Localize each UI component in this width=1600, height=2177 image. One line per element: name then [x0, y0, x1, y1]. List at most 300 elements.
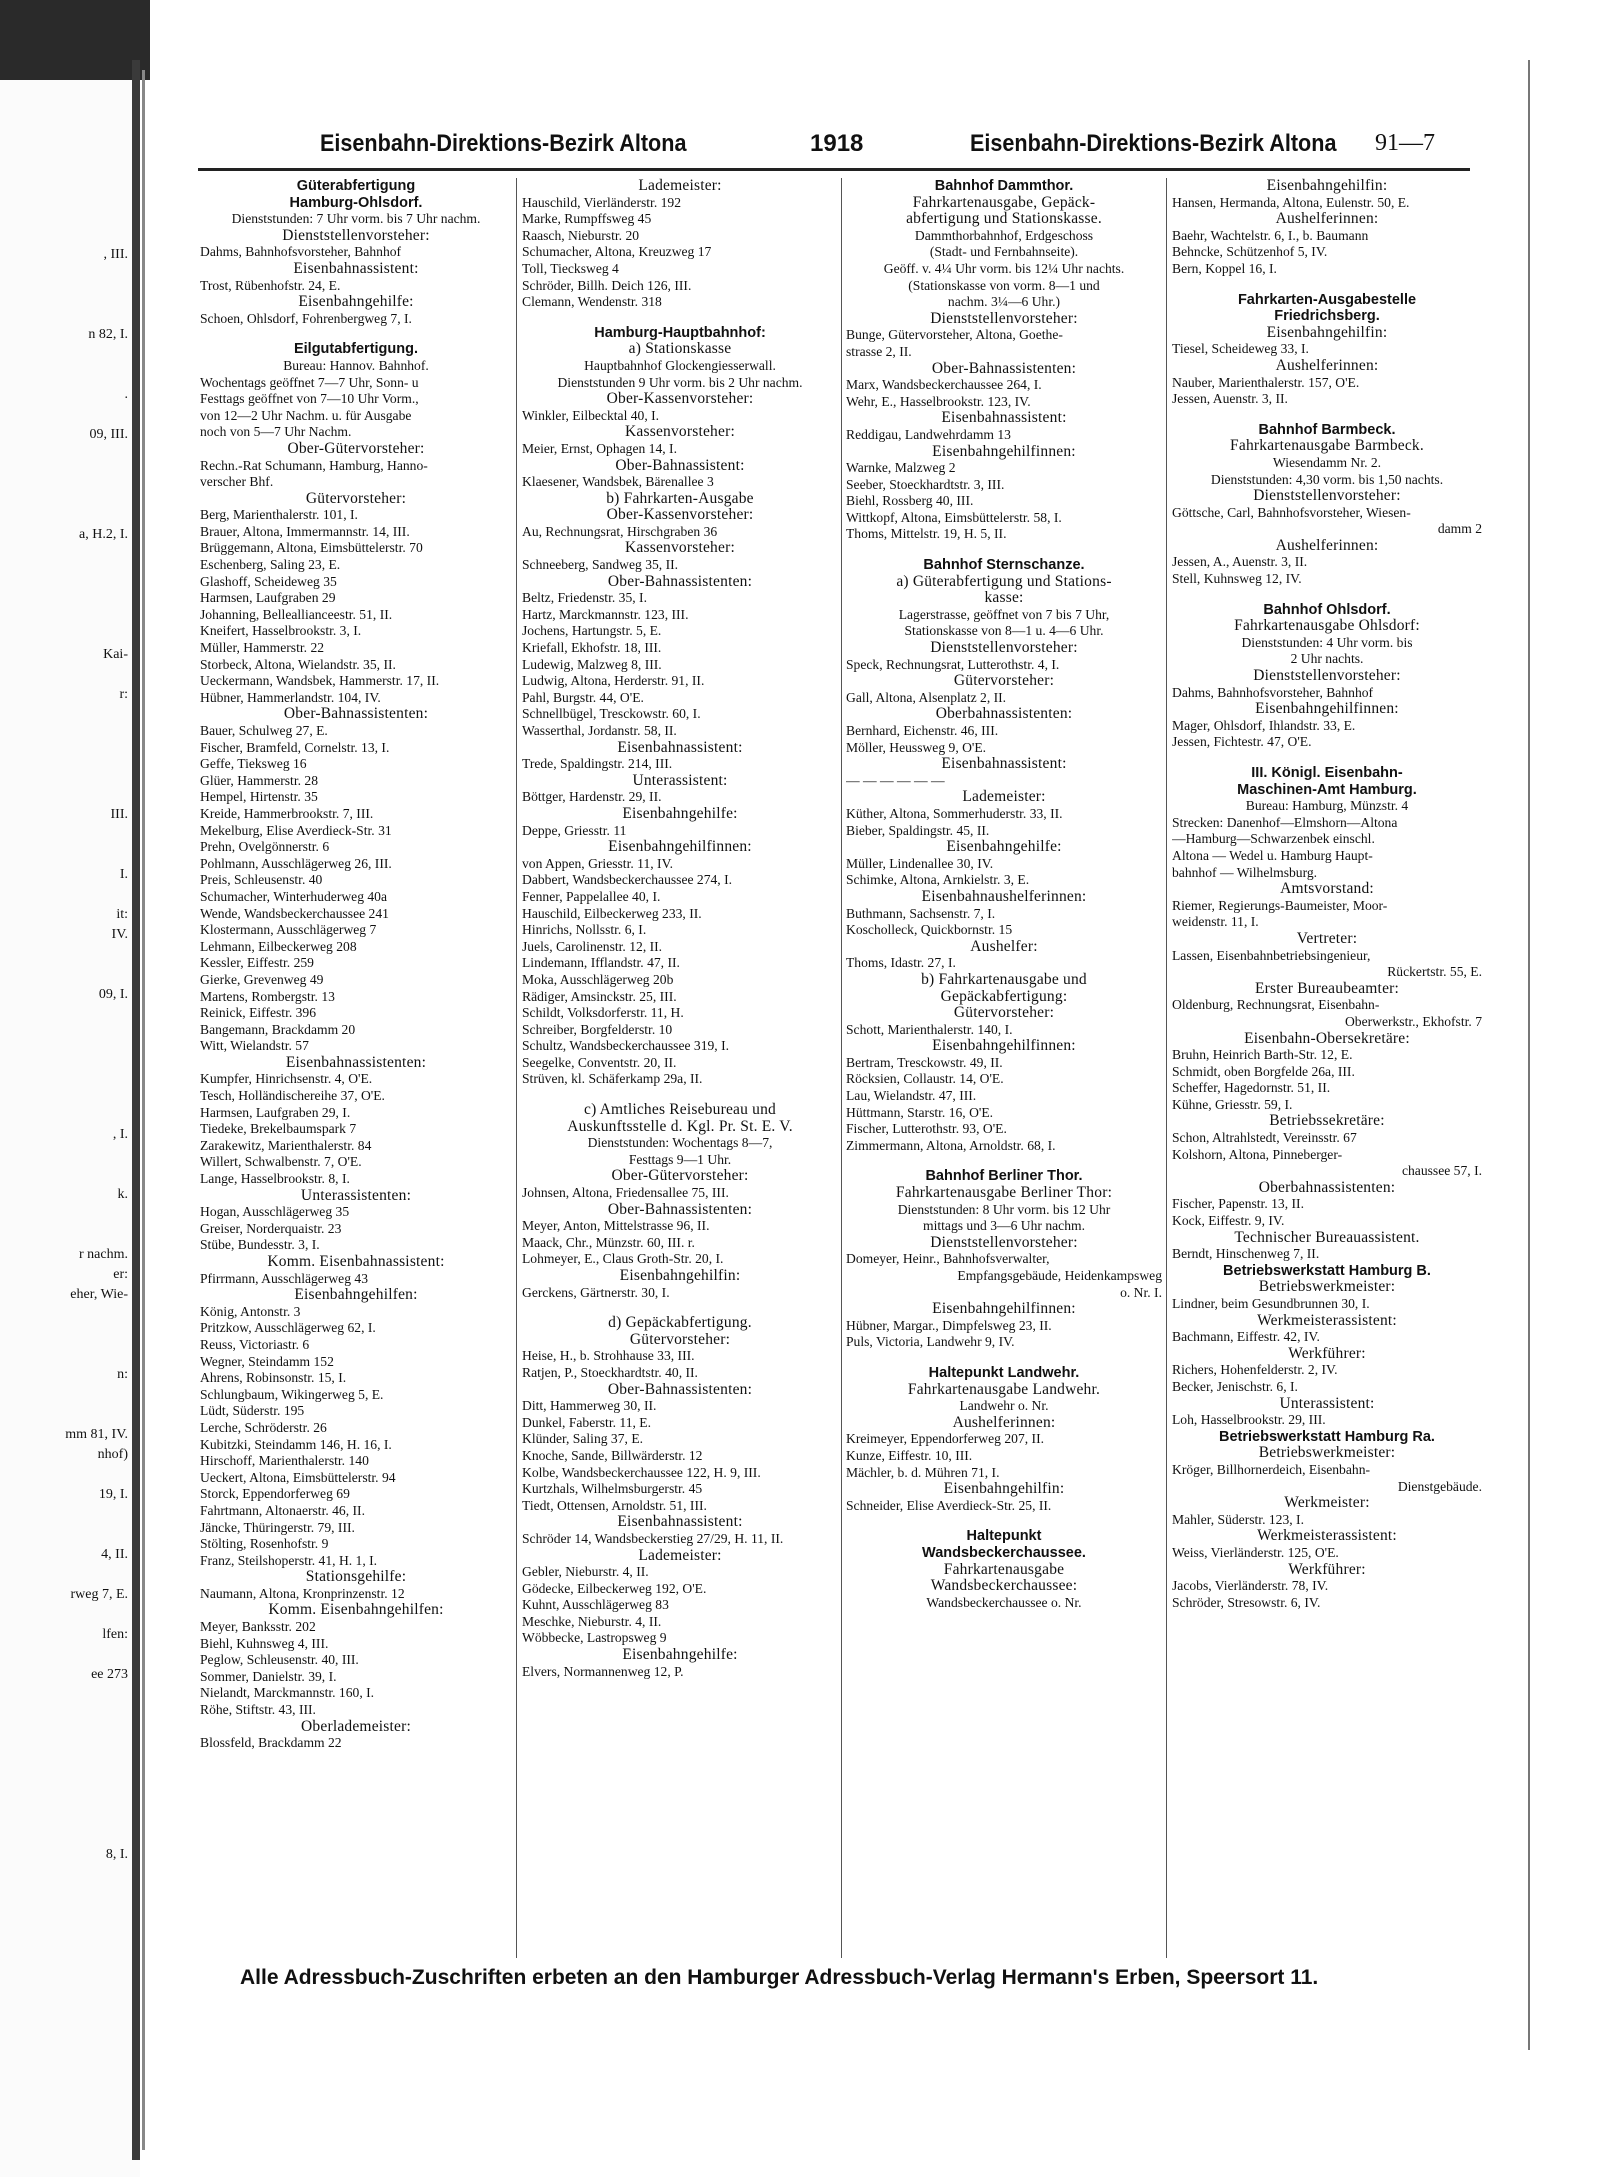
- section-title: Haltepunkt Landwehr.: [928, 1364, 1080, 1381]
- previous-page-line: [0, 1145, 132, 1165]
- entry-line: Thoms, Mittelstr. 19, H. 5, II.: [846, 526, 1007, 542]
- entry-line: Richers, Hohenfelderstr. 2, IV.: [1172, 1362, 1338, 1378]
- section-title: Fahrkarten-Ausgabestelle: [1237, 291, 1417, 308]
- entry-line: Schmidt, oben Borgfelde 26a, III.: [1172, 1063, 1355, 1079]
- previous-page-line: IV.: [111, 927, 128, 942]
- section-heading: Technischer Bureauassistent.: [1234, 1229, 1420, 1246]
- entry-line: Schneeberg, Sandweg 35, II.: [522, 557, 679, 573]
- section-title: Eilgutabfertigung.: [293, 341, 419, 358]
- section-heading: Eisenbahngehilfinnen:: [608, 839, 752, 856]
- previous-page-line: [0, 1405, 132, 1425]
- previous-page-line: [0, 965, 132, 985]
- page-header: [170, 130, 1470, 162]
- entry-line: Schultz, Wandsbeckerchaussee 319, I.: [522, 1038, 730, 1054]
- section-heading: Eisenbahngehilfinnen:: [932, 443, 1076, 460]
- entry-line: Greiser, Norderquaistr. 23: [200, 1220, 342, 1236]
- entry-line: Lerche, Schröderstr. 26: [200, 1419, 327, 1435]
- entry-line: Fahrtmann, Altonaerstr. 46, II.: [200, 1502, 365, 1518]
- section-heading: Lademeister:: [638, 178, 722, 194]
- entry-line: Altona — Wedel u. Hamburg Haupt-: [1172, 847, 1373, 863]
- entry-line: Preis, Schleusenstr. 40: [200, 872, 323, 888]
- previous-page-line: [0, 1765, 132, 1785]
- entry-line: Jessen, Fichtestr. 47, O'E.: [1172, 734, 1312, 750]
- section-title: Bahnhof Dammthor.: [934, 178, 1074, 194]
- section-heading: Ober-Bahnassistenten:: [607, 1201, 753, 1218]
- previous-page-line: [0, 485, 132, 505]
- previous-page-line: 09, I.: [98, 987, 128, 1002]
- info-line: mittags und 3—6 Uhr nachm.: [923, 1218, 1085, 1234]
- entry-line: Bruhn, Heinrich Barth-Str. 12, E.: [1172, 1047, 1353, 1063]
- section-heading: Oberbahnassistenten:: [1258, 1179, 1396, 1196]
- previous-page-line: 09, III.: [89, 427, 128, 442]
- section-heading: Werkmeisterassistent:: [1257, 1312, 1397, 1329]
- entry-line: Wittkopf, Altona, Eimsbüttelerstr. 58, I.: [846, 509, 1062, 525]
- previous-page-line: [0, 1225, 132, 1245]
- section-heading: Eisenbahnassistent:: [941, 756, 1067, 773]
- previous-page-line: it:: [116, 907, 128, 922]
- section-heading: Dienststellenvorsteher:: [930, 310, 1078, 327]
- section-heading: Unterassistent:: [1279, 1395, 1375, 1412]
- entry-line: Marke, Rumpffsweg 45: [522, 211, 652, 227]
- entry-line: König, Antonstr. 3: [200, 1303, 301, 1319]
- section-gap: [846, 1514, 1162, 1528]
- entry-line: Schnellbügel, Tresckowstr. 60, I.: [522, 706, 701, 722]
- column-2: [522, 178, 838, 1978]
- entry-line: Hogan, Ausschlägerweg 35: [200, 1204, 350, 1220]
- entry-line: Pritzkow, Ausschlägerweg 62, I.: [200, 1320, 376, 1336]
- entry-line: Schildt, Volksdorferstr. 11, H.: [522, 1005, 684, 1021]
- info-line: Hauptbahnhof Glockengiesserwall.: [584, 357, 776, 373]
- previous-page-line: 4, II.: [101, 1547, 128, 1562]
- entry-line: Schröder, Stresowstr. 6, IV.: [1172, 1594, 1321, 1610]
- entry-continuation: Oberwerkstr., Ekhofstr. 7: [1344, 1013, 1482, 1029]
- previous-page-line: nhof): [97, 1447, 128, 1462]
- section-gap: [200, 327, 512, 341]
- entry-line: Marx, Wandsbeckerchaussee 264, I.: [846, 377, 1042, 393]
- previous-page-line: [0, 1525, 132, 1545]
- section-heading: Ober-Bahnassistenten:: [283, 706, 429, 723]
- section-heading: Stationsgehilfe:: [305, 1569, 407, 1586]
- entry-line: Naumann, Altona, Kronprinzenstr. 12: [200, 1585, 405, 1601]
- entry-line: Dahms, Bahnhofsvorsteher, Bahnhof: [200, 244, 402, 260]
- section-heading: Eisenbahngehilfe:: [298, 294, 414, 311]
- section-heading: Werkmeisterassistent:: [1257, 1528, 1397, 1545]
- info-line: Dienststunden 9 Uhr vorm. bis 2 Uhr nachm.: [557, 374, 803, 390]
- entry-line: Kreimeyer, Eppendorferweg 207, II.: [846, 1431, 1044, 1447]
- entry-line: Mahler, Süderstr. 123, I.: [1172, 1511, 1304, 1527]
- entry-line: Klostermann, Ausschlägerweg 7: [200, 922, 377, 938]
- previous-page-line: .: [124, 387, 128, 402]
- page-fold: [132, 60, 140, 2160]
- entry-line: Gall, Altona, Alsenplatz 2, II.: [846, 689, 1007, 705]
- entry-line: Kunze, Eiffestr. 10, III.: [846, 1447, 973, 1463]
- entry-line: Wende, Wandsbeckerchaussee 241: [200, 905, 389, 921]
- previous-page-line: [0, 1705, 132, 1725]
- section-heading: Aushelferinnen:: [1275, 537, 1379, 554]
- entry-line: Johnsen, Altona, Friedensallee 75, III.: [522, 1185, 729, 1201]
- section-heading: Eisenbahnassistenten:: [285, 1054, 427, 1071]
- column-3: [846, 178, 1162, 1978]
- entry-line: Rädiger, Amsinckstr. 25, III.: [522, 988, 677, 1004]
- section-heading: Kassenvorsteher:: [625, 424, 735, 441]
- entry-line: Lohmeyer, E., Claus Groth-Str. 20, I.: [522, 1251, 724, 1267]
- entry-line: Schimke, Altona, Arnkielstr. 3, E.: [846, 872, 1030, 888]
- entry-line: Beltz, Friedenstr. 35, I.: [522, 590, 647, 606]
- entry-line: Rechn.-Rat Schumann, Hamburg, Hanno-: [200, 457, 428, 473]
- previous-page-line: [0, 1025, 132, 1045]
- section-heading: Eisenbahngehilfen:: [294, 1287, 418, 1304]
- previous-page-line: [0, 285, 132, 305]
- previous-page-line: [0, 1645, 132, 1665]
- entry-line: Bunge, Gütervorsteher, Altona, Goethe-: [846, 327, 1063, 343]
- section-title: Haltepunkt: [966, 1528, 1042, 1545]
- previous-page-line: mm 81, IV.: [65, 1427, 128, 1442]
- previous-page-line: [0, 445, 132, 465]
- previous-page-line: [0, 1385, 132, 1405]
- section-gap: [1172, 588, 1482, 602]
- entry-line: Strecken: Danenhof—Elmshorn—Altona: [1172, 814, 1398, 830]
- entry-line: Bern, Koppel 16, I.: [1172, 260, 1277, 276]
- entry-line: Maack, Chr., Münzstr. 60, III. r.: [522, 1234, 695, 1250]
- previous-page-line: [0, 1785, 132, 1805]
- previous-page-line: [0, 625, 132, 645]
- entry-line: Fischer, Papenstr. 13, II.: [1172, 1196, 1304, 1212]
- info-line: Dienststunden: 7 Uhr vorm. bis 7 Uhr nachm.: [231, 211, 481, 227]
- section-heading: b) Fahrkarten-Ausgabe: [606, 490, 754, 507]
- entry-line: Koscholleck, Quickbornstr. 15: [846, 922, 1013, 938]
- entry-line: Pahl, Burgstr. 44, O'E.: [522, 689, 644, 705]
- section-heading: Ober-Bahnassistenten:: [607, 573, 753, 590]
- section-heading: Eisenbahngehilfinnen:: [932, 1301, 1076, 1318]
- entry-line: Ludwig, Altona, Herderstr. 91, II.: [522, 673, 705, 689]
- column-1: [200, 178, 512, 1978]
- section-heading: Dienststellenvorsteher:: [1253, 488, 1401, 505]
- entry-line: Festtags geöffnet von 7—10 Uhr Vorm.,: [200, 391, 419, 407]
- previous-page-line: [0, 725, 132, 745]
- entry-continuation: o. Nr. I.: [1120, 1284, 1162, 1300]
- column-divider: [841, 178, 842, 1958]
- entry-line: Reuss, Victoriastr. 6: [200, 1336, 310, 1352]
- entry-line: Kolshorn, Altona, Pinneberger-: [1172, 1146, 1343, 1162]
- entry-line: Jessen, A., Auenstr. 3, II.: [1172, 554, 1308, 570]
- entry-line: Harmsen, Laufgraben 29: [200, 590, 336, 606]
- entry-line: Raasch, Nieburstr. 20: [522, 227, 640, 243]
- info-line: Festtags 9—1 Uhr.: [628, 1151, 732, 1167]
- entry-line: Bangemann, Brackdamm 20: [200, 1021, 356, 1037]
- entry-continuation: Empfangsgebäude, Heidenkampsweg: [957, 1268, 1162, 1283]
- entry-line: Mekelburg, Elise Averdieck-Str. 31: [200, 822, 392, 838]
- section-heading: d) Gepäckabfertigung.: [608, 1315, 752, 1332]
- entry-line: Becker, Jenischstr. 6, I.: [1172, 1378, 1298, 1394]
- section-heading: Ober-Gütervorsteher:: [611, 1168, 749, 1185]
- entry-line: Martens, Rombergstr. 13: [200, 988, 335, 1004]
- section-heading: Betriebswerkmeister:: [1258, 1279, 1396, 1296]
- entry-line: Biehl, Kuhnsweg 4, III.: [200, 1635, 329, 1651]
- info-line: Dammthorbahnhof, Erdgeschoss: [914, 227, 1094, 243]
- section-heading: Ober-Kassenvorsteher:: [606, 507, 754, 524]
- section-title: Bahnhof Sternschanze.: [923, 557, 1085, 574]
- previous-page-line: [0, 885, 132, 905]
- entry-line: Hirschoff, Marienthalerstr. 140: [200, 1453, 369, 1469]
- previous-page-line: [0, 1065, 132, 1085]
- entry-line: Lassen, Eisenbahnbetriebsingenieur,: [1172, 947, 1371, 963]
- previous-page-line: [0, 665, 132, 685]
- section-heading: c) Amtliches Reisebureau und: [584, 1102, 776, 1119]
- previous-page-line: [0, 565, 132, 585]
- section-heading: Eisenbahnassistent:: [617, 739, 743, 756]
- previous-page-text: [0, 185, 132, 1865]
- section-gap: [846, 1351, 1162, 1365]
- entry-line: Harmsen, Laufgraben 29, I.: [200, 1104, 351, 1120]
- previous-page-line: [0, 465, 132, 485]
- info-line: Wiesendamm Nr. 2.: [1272, 454, 1382, 470]
- previous-page-line: rweg 7, E.: [70, 1587, 128, 1602]
- previous-page-line: [0, 1325, 132, 1345]
- info-line: (Stationskasse von vorm. 8—1 und: [908, 277, 1100, 293]
- entry-line: Müller, Hammerstr. 22: [200, 640, 325, 656]
- entry-line: Schröder 14, Wandsbeckerstieg 27/29, H. 11, II.: [522, 1530, 784, 1546]
- section-heading: kasse:: [984, 590, 1024, 607]
- section-heading: Komm. Eisenbahnassistent:: [267, 1254, 445, 1270]
- entry-line: Stölting, Rosenhofstr. 9: [200, 1536, 329, 1552]
- previous-page-line: [0, 825, 132, 845]
- entry-line: von 12—2 Uhr Nachm. u. für Ausgabe: [200, 407, 412, 423]
- entry-line: Schumacher, Altona, Kreuzweg 17: [522, 244, 712, 260]
- section-title: Maschinen-Amt Hamburg.: [1237, 781, 1417, 798]
- previous-page-line: [0, 1085, 132, 1105]
- entry-line: Storbeck, Altona, Wielandstr. 35, II.: [200, 656, 396, 672]
- section-heading: Dienststellenvorsteher:: [282, 227, 430, 244]
- previous-page-line: [0, 545, 132, 565]
- entry-line: Kock, Eiffestr. 9, IV.: [1172, 1213, 1285, 1229]
- entry-line: Fenner, Pappelallee 40, I.: [522, 888, 661, 904]
- section-heading: Gepäckabfertigung:: [940, 988, 1068, 1005]
- entry-line: Wasserthal, Jordanstr. 58, II.: [522, 723, 677, 738]
- section-heading: a) Stationskasse: [628, 341, 732, 358]
- entry-line: Ratjen, P., Stoeckhardtstr. 40, II.: [522, 1364, 698, 1380]
- entry-line: Moka, Ausschlägerweg 20b: [522, 971, 674, 987]
- info-line: Wandsbeckerchaussee o. Nr.: [926, 1594, 1082, 1610]
- previous-page-line: [0, 1565, 132, 1585]
- previous-page-line: [0, 1005, 132, 1025]
- entry-line: Meschke, Nieburstr. 4, II.: [522, 1613, 662, 1629]
- previous-page-line: [0, 1345, 132, 1365]
- entry-line: Knoche, Sande, Billwärderstr. 12: [522, 1447, 703, 1463]
- entry-line: weidenstr. 11, I.: [1172, 914, 1259, 930]
- entry-line: Warnke, Malzweg 2: [846, 460, 956, 476]
- entry-line: Hauschild, Vierländerstr. 192: [522, 194, 682, 210]
- entry-line: Buthmann, Sachsenstr. 7, I.: [846, 905, 996, 921]
- previous-page-line: [0, 225, 132, 245]
- section-heading: Eisenbahngehilfin:: [1266, 178, 1388, 194]
- previous-page-line: 8, I.: [105, 1847, 128, 1862]
- entry-line: Lange, Hasselbrookstr. 8, I.: [200, 1171, 350, 1187]
- previous-page-line: [0, 765, 132, 785]
- previous-page-line: [0, 705, 132, 725]
- previous-page-line: n 82, I.: [88, 327, 128, 342]
- section-heading: Auskunftsstelle d. Kgl. Pr. St. E. V.: [567, 1118, 793, 1135]
- entry-line: Böttger, Hardenstr. 29, II.: [522, 789, 662, 805]
- entry-line: Nauber, Marienthalerstr. 157, O'E.: [1172, 374, 1360, 390]
- entry-line: Schneider, Elise Averdieck-Str. 25, II.: [846, 1497, 1052, 1513]
- entry-line: Strüven, kl. Schäferkamp 29a, II.: [522, 1071, 703, 1087]
- previous-page-line: [0, 1465, 132, 1485]
- entry-line: Jochens, Hartungstr. 5, E.: [522, 623, 662, 639]
- previous-page-line: r:: [119, 687, 128, 702]
- entry-line: Brüggemann, Altona, Eimsbüttelerstr. 70: [200, 540, 423, 556]
- section-heading: Wandsbeckerchaussee:: [930, 1578, 1078, 1595]
- section-gap: [846, 543, 1162, 557]
- entry-line: Biehl, Rossberg 40, III.: [846, 493, 974, 509]
- section-heading: Eisenbahnaushelferinnen:: [921, 888, 1087, 905]
- info-line: Bureau: Hamburg, Münzstr. 4: [1245, 798, 1409, 814]
- entry-continuation: Dienstgebäude.: [1397, 1478, 1482, 1494]
- entry-line: Ludewig, Malzweg 8, III.: [522, 656, 662, 672]
- section-heading: Eisenbahngehilfin:: [619, 1268, 741, 1284]
- entry-line: Hauschild, Eilbeckerweg 233, II.: [522, 905, 702, 921]
- section-gap: [1172, 408, 1482, 422]
- entry-line: — — — — — —: [846, 772, 945, 788]
- info-line: Geöff. v. 4¼ Uhr vorm. bis 12¼ Uhr nachts.: [883, 260, 1125, 276]
- previous-page-line: Kai-: [103, 647, 128, 662]
- entry-line: von Appen, Griesstr. 11, IV.: [522, 855, 674, 871]
- previous-page-line: [0, 785, 132, 805]
- section-heading: Gütervorsteher:: [305, 490, 407, 507]
- entry-line: Clemann, Wendenstr. 318: [522, 294, 662, 310]
- entry-line: Klünder, Saling 37, E.: [522, 1431, 644, 1447]
- entry-line: Bauer, Schulweg 27, E.: [200, 723, 328, 738]
- section-heading: Gütervorsteher:: [953, 673, 1055, 690]
- section-gap: [522, 1301, 838, 1315]
- section-heading: Erster Bureaubeamter:: [1254, 980, 1400, 997]
- section-heading: Kassenvorsteher:: [625, 540, 735, 557]
- section-heading: Gütervorsteher:: [629, 1331, 731, 1348]
- entry-line: Willert, Schwalbenstr. 7, O'E.: [200, 1154, 362, 1170]
- entry-line: Dabbert, Wandsbeckerchaussee 274, I.: [522, 872, 733, 888]
- entry-line: Geffe, Tieksweg 16: [200, 756, 307, 772]
- entry-line: Winkler, Eilbecktal 40, I.: [522, 407, 660, 423]
- section-heading: Fahrkartenausgabe, Gepäck-: [912, 194, 1096, 211]
- entry-line: Hempel, Hirtenstr. 35: [200, 789, 318, 805]
- entry-line: Wöbbecke, Lastropsweg 9: [522, 1630, 667, 1646]
- entry-line: Meier, Ernst, Ophagen 14, I.: [522, 440, 677, 456]
- previous-page-line: [0, 1305, 132, 1325]
- entry-line: Lau, Wielandstr. 47, III.: [846, 1088, 977, 1104]
- previous-page-line: [0, 945, 132, 965]
- entry-line: Baehr, Wachtelstr. 6, I., b. Baumann: [1172, 227, 1369, 243]
- section-heading: b) Fahrkartenausgabe und: [921, 971, 1087, 988]
- entry-line: Eschenberg, Saling 23, E.: [200, 557, 341, 573]
- entry-line: Kreide, Hammerbrookstr. 7, III.: [200, 805, 374, 821]
- entry-line: Thoms, Idastr. 27, I.: [846, 955, 956, 971]
- entry-line: Stell, Kuhnsweg 12, IV.: [1172, 571, 1302, 587]
- binding-shadow: [0, 0, 150, 80]
- entry-line: Peglow, Schleusenstr. 40, III.: [200, 1652, 359, 1668]
- previous-page-line: [0, 1725, 132, 1745]
- entry-line: Speck, Rechnungsrat, Lutterothstr. 4, I.: [846, 656, 1060, 672]
- section-heading: Eisenbahngehilfe:: [622, 805, 738, 822]
- info-line: Dienststunden: 8 Uhr vorm. bis 12 Uhr: [897, 1201, 1111, 1217]
- entry-continuation: damm 2: [1437, 521, 1482, 537]
- entry-line: Trost, Rübenhofstr. 24, E.: [200, 277, 341, 293]
- previous-page-line: n:: [117, 1367, 128, 1382]
- previous-page-line: a, H.2, I.: [79, 527, 128, 542]
- previous-page-line: [0, 185, 132, 205]
- section-heading: Eisenbahngehilfinnen:: [932, 1038, 1076, 1055]
- entry-line: Schoen, Ohlsdorf, Fohrenbergweg 7, I.: [200, 310, 412, 326]
- entry-line: Loh, Hasselbrookstr. 29, III.: [1172, 1412, 1326, 1428]
- section-heading: Unterassistenten:: [300, 1187, 412, 1204]
- section-gap: [1172, 751, 1482, 765]
- entry-line: Kuhnt, Ausschlägerweg 83: [522, 1597, 669, 1613]
- section-title: Bahnhof Barmbeck.: [1258, 421, 1396, 438]
- entry-line: Berg, Marienthalerstr. 101, I.: [200, 507, 358, 523]
- section-heading: Komm. Eisenbahngehilfen:: [268, 1602, 444, 1619]
- previous-page: [0, 0, 140, 2177]
- entry-line: Lüdt, Süderstr. 195: [200, 1403, 305, 1419]
- section-heading: Betriebswerkmeister:: [1258, 1445, 1396, 1462]
- entry-line: Schon, Altrahlstedt, Vereinsstr. 67: [1172, 1130, 1357, 1146]
- entry-line: Hansen, Hermanda, Altona, Eulenstr. 50, E.: [1172, 194, 1410, 210]
- entry-line: Fischer, Lutterothstr. 93, O'E.: [846, 1121, 1007, 1137]
- entry-line: Blossfeld, Brackdamm 22: [200, 1735, 342, 1751]
- entry-line: Bertram, Tresckowstr. 49, II.: [846, 1054, 1003, 1070]
- entry-line: Johanning, Belleallianceestr. 51, II.: [200, 606, 393, 622]
- previous-page-line: er:: [113, 1267, 128, 1282]
- entry-continuation: Rückertstr. 55, E.: [1387, 964, 1482, 980]
- section-title: Friedrichsberg.: [1274, 308, 1380, 325]
- entry-line: Oldenburg, Rechnungsrat, Eisenbahn-: [1172, 997, 1380, 1013]
- section-heading: Dienststellenvorsteher:: [1253, 668, 1401, 685]
- header-right-title: Eisenbahn-Direktions-Bezirk Altona: [970, 130, 1337, 157]
- section-heading: Unterassistent:: [632, 772, 728, 789]
- entry-line: Meyer, Anton, Mittelstrasse 96, II.: [522, 1218, 710, 1234]
- previous-page-line: ee 273: [91, 1667, 128, 1682]
- entry-line: Zimmermann, Altona, Arnoldstr. 68, I.: [846, 1137, 1056, 1153]
- entry-line: Hartz, Marckmannstr. 123, III.: [522, 606, 689, 622]
- section-heading: Fahrkartenausgabe Barmbeck.: [1230, 438, 1424, 455]
- entry-line: Kröger, Billhornerdeich, Eisenbahn-: [1172, 1461, 1371, 1477]
- previous-page-line: [0, 1505, 132, 1525]
- entry-line: noch von 5—7 Uhr Nachm.: [200, 424, 352, 440]
- section-heading: Eisenbahngehilfin:: [943, 1481, 1065, 1498]
- section-title: Bahnhof Berliner Thor.: [925, 1168, 1083, 1185]
- entry-line: Schumacher, Winterhuderweg 40a: [200, 888, 388, 904]
- previous-page-line: III.: [110, 807, 128, 822]
- previous-page-line: [0, 1685, 132, 1705]
- section-title: Hamburg-Ohlsdorf.: [289, 194, 423, 211]
- previous-page-line: [0, 305, 132, 325]
- entry-line: Mager, Ohlsdorf, Ihlandstr. 33, E.: [1172, 717, 1356, 733]
- entry-line: Prehn, Ovelgönnerstr. 6: [200, 839, 330, 855]
- entry-line: Müller, Lindenallee 30, IV.: [846, 855, 994, 871]
- section-heading: Eisenbahnassistent:: [617, 1514, 743, 1531]
- section-heading: Gütervorsteher:: [953, 1005, 1055, 1022]
- entry-continuation: chaussee 57, I.: [1401, 1163, 1482, 1179]
- section-title: Wandsbeckerchaussee.: [922, 1544, 1086, 1561]
- section-heading: Eisenbahnassistent:: [941, 410, 1067, 427]
- entry-line: Ahrens, Robinsonstr. 15, I.: [200, 1370, 347, 1386]
- section-heading: Oberbahnassistenten:: [935, 706, 1073, 723]
- entry-line: Heise, H., b. Strohhause 33, III.: [522, 1348, 695, 1364]
- section-heading: Fahrkartenausgabe Ohlsdorf:: [1234, 618, 1420, 635]
- section-heading: Fahrkartenausgabe: [943, 1561, 1065, 1578]
- entry-line: Röhe, Stiftstr. 43, III.: [200, 1702, 316, 1718]
- section-heading: Oberlademeister:: [301, 1718, 411, 1735]
- entry-line: Dahms, Bahnhofsvorsteher, Bahnhof: [1172, 684, 1374, 700]
- section-heading: Aushelferinnen:: [1275, 211, 1379, 228]
- entry-line: Glüer, Hammerstr. 28: [200, 772, 318, 788]
